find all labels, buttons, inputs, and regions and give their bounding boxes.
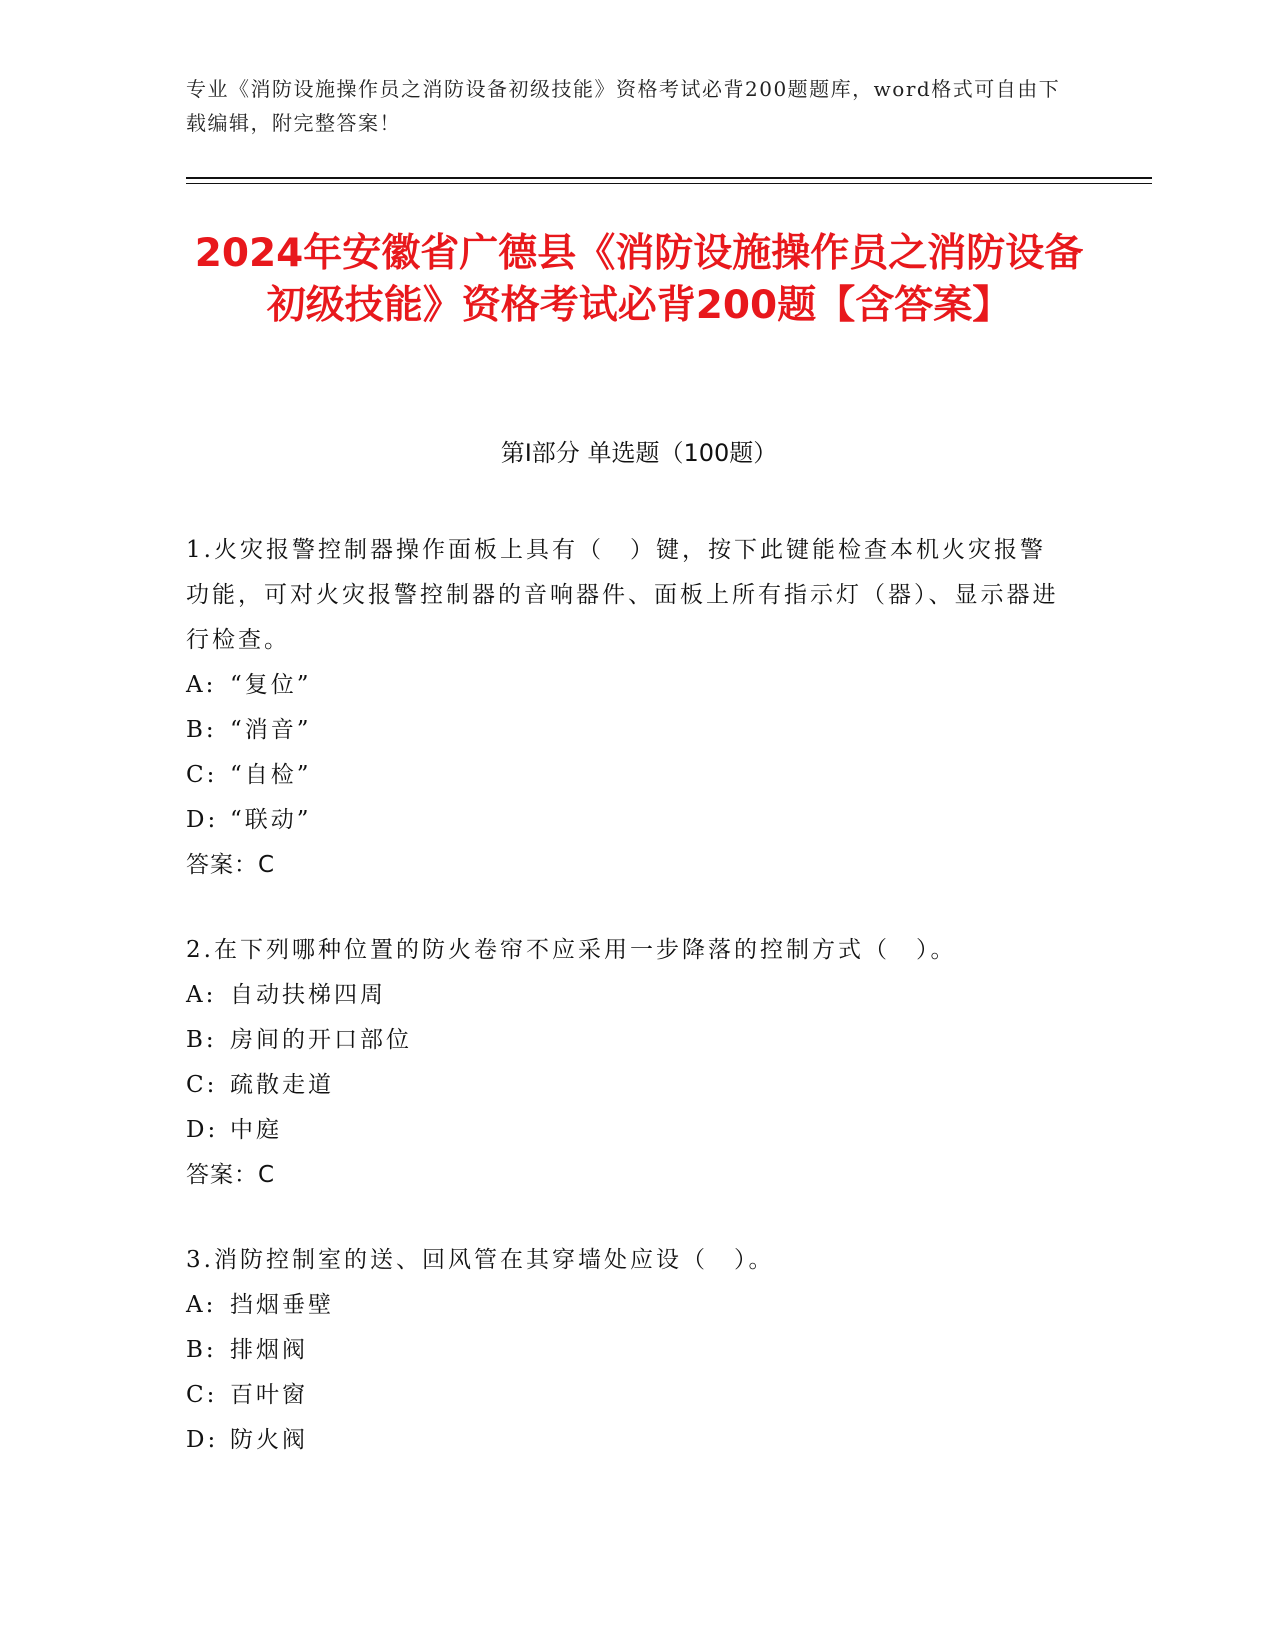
option-letter: A: xyxy=(186,982,217,1008)
option-letter: D: xyxy=(186,807,219,833)
option-a xyxy=(186,973,1066,1018)
option-text: 房间的开口部位 xyxy=(230,1027,412,1053)
option-text: 自动扶梯四周 xyxy=(230,982,386,1008)
question-1 xyxy=(186,528,1066,888)
option-letter: C: xyxy=(186,762,218,788)
option-a xyxy=(186,663,1066,708)
option-d xyxy=(186,1108,1066,1153)
answer-line: 答案：C xyxy=(186,1162,276,1188)
question-stem: 3.消防控制室的送、回风管在其穿墙处应设（ ）。 xyxy=(186,1247,775,1273)
option-text: 防火阀 xyxy=(230,1427,308,1453)
header-divider-thick xyxy=(186,177,1152,179)
answer-line: 答案：C xyxy=(186,852,276,878)
option-b xyxy=(186,1018,1066,1063)
option-d xyxy=(186,798,1066,843)
option-letter: C: xyxy=(186,1072,218,1098)
option-text: 挡烟垂壁 xyxy=(230,1292,334,1318)
option-c xyxy=(186,1063,1066,1108)
option-text: 中庭 xyxy=(230,1117,282,1143)
option-c xyxy=(186,1373,1066,1418)
option-letter: A: xyxy=(186,672,217,698)
option-letter: C: xyxy=(186,1382,218,1408)
option-text: 排烟阀 xyxy=(230,1337,308,1363)
document-title: 2024年安徽省广德县《消防设施操作员之消防设备初级技能》资格考试必背200题【含答案】 xyxy=(194,231,1084,328)
option-text: 疏散走道 xyxy=(230,1072,334,1098)
option-text: 百叶窗 xyxy=(230,1382,308,1408)
option-text: “消音” xyxy=(230,717,312,743)
option-a xyxy=(186,1283,1066,1328)
option-b xyxy=(186,708,1066,753)
question-3 xyxy=(186,1238,1066,1463)
header-note: 专业《消防设施操作员之消防设备初级技能》资格考试必背200题题库，word格式可自由下载编辑，附完整答案！ xyxy=(186,77,1061,135)
option-letter: B: xyxy=(186,1027,217,1053)
option-c xyxy=(186,753,1066,798)
option-d xyxy=(186,1418,1066,1463)
section-heading: 第I部分 单选题（100题） xyxy=(500,439,778,467)
question-stem: 2.在下列哪种位置的防火卷帘不应采用一步降落的控制方式（ ）。 xyxy=(186,937,957,963)
option-letter: D: xyxy=(186,1117,219,1143)
option-letter: B: xyxy=(186,1337,217,1363)
option-b xyxy=(186,1328,1066,1373)
option-letter: A: xyxy=(186,1292,217,1318)
question-2 xyxy=(186,928,1066,1198)
question-stem: 1.火灾报警控制器操作面板上具有（ ）键，按下此键能检查本机火灾报警功能，可对火灾报警控制器的音响器件、面板上所有指示灯（器）、显示器进行检查。 xyxy=(186,537,1059,653)
question-list xyxy=(186,528,1066,1503)
option-letter: D: xyxy=(186,1427,219,1453)
option-letter: B: xyxy=(186,717,217,743)
header-divider-thin xyxy=(186,183,1152,184)
option-text: “联动” xyxy=(230,807,312,833)
option-text: “复位” xyxy=(230,672,312,698)
option-text: “自检” xyxy=(230,762,312,788)
